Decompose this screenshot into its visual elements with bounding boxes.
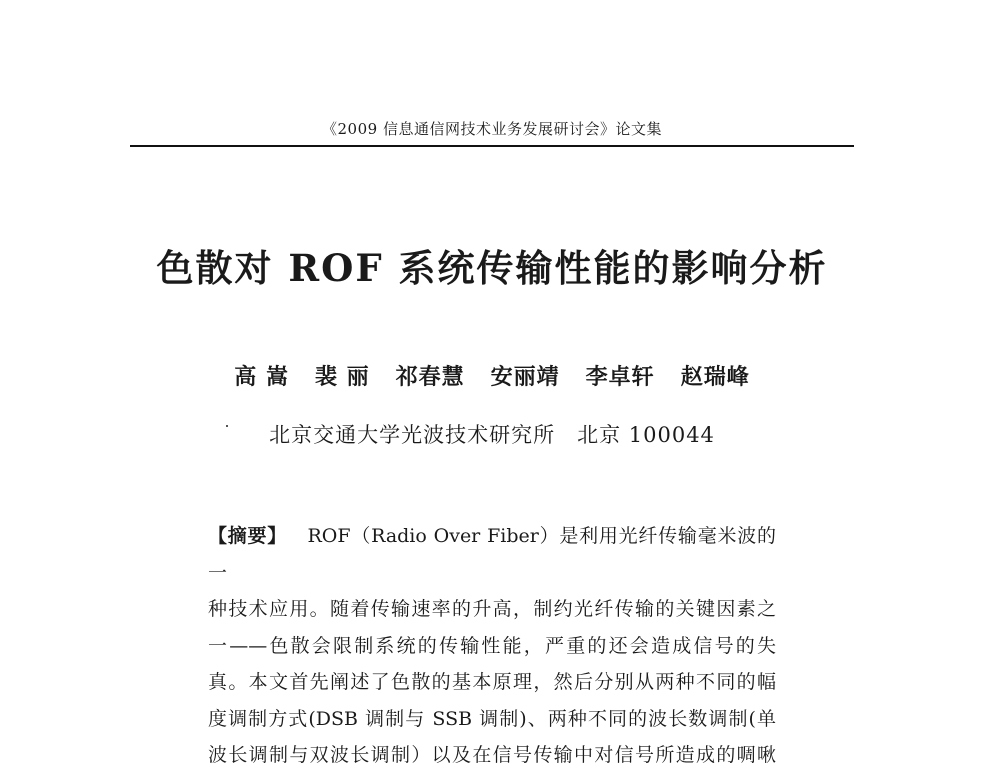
author-name: 高 嵩 [234, 364, 289, 390]
abstract-label: 【摘要】 [208, 525, 288, 547]
abstract-line: 种技术应用。随着传输速率的升高，制约光纤传输的关键因素之 [208, 598, 776, 620]
affiliation: 北京交通大学光波技术研究所 北京 100044 [269, 423, 715, 447]
abstract-line: 波长调制与双波长调制）以及在信号传输中对信号所造成的啁啾 [208, 744, 776, 766]
abstract-line-text: ROF（Radio Over Fiber）是利用光纤传输毫米波的一 [208, 525, 776, 584]
header-rule [130, 145, 854, 147]
author-name: 李卓轩 [585, 364, 655, 390]
author-name: 裴 丽 [314, 364, 370, 390]
paper-title: 色散对 ROF 系统传输性能的影响分析 [156, 246, 828, 290]
running-header: 《2009 信息通信网技术业务发展研讨会》论文集 [322, 120, 662, 138]
abstract-line: 真。本文首先阐述了色散的基本原理，然后分别从两种不同的幅 [208, 671, 776, 693]
abstract [208, 518, 776, 774]
abstract-line: 度调制方式(DSB 调制与 SSB 调制)、两种不同的波长数调制(单 [208, 707, 776, 730]
abstract-line: 一——色散会限制系统的传输性能，严重的还会造成信号的失 [208, 634, 776, 657]
author-name: 安丽靖 [490, 364, 560, 390]
author-list [130, 360, 854, 391]
author-name: 祁春慧 [395, 364, 465, 390]
author-name: 赵瑞峰 [680, 364, 750, 390]
abstract-line [208, 518, 776, 591]
